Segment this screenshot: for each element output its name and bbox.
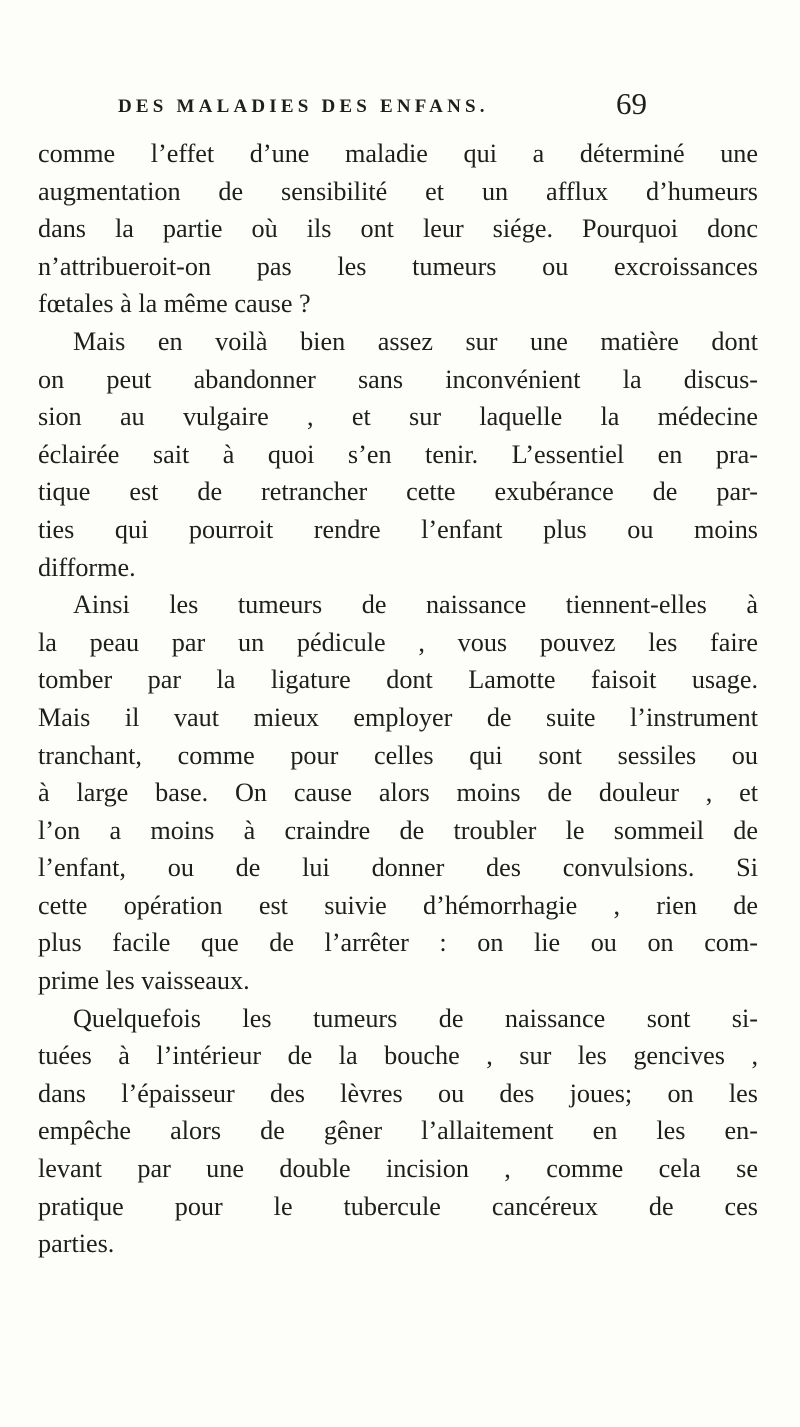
text-line: n’attribueroit-on pas les tumeurs ou excroissances [38, 251, 758, 281]
text-line: on peut abandonner sans inconvénient la discus- [38, 364, 758, 394]
text-line: tuées à l’intérieur de la bouche , sur les gencives , [38, 1041, 758, 1071]
page-header [0, 86, 800, 134]
text-line: augmentation de sensibilité et un afflux d’humeurs [38, 176, 758, 206]
text-line: fœtales à la même cause ? [38, 289, 311, 319]
text-line: tomber par la ligature dont Lamotte faisoit usage. [38, 665, 758, 695]
text-line: l’on a moins à craindre de troubler le sommeil de [38, 815, 758, 845]
text-line: pratique pour le tubercule cancéreux de ces [38, 1191, 758, 1221]
text-line: Quelquefois les tumeurs de naissance sont si- [73, 1003, 758, 1033]
text-line: tranchant, comme pour celles qui sont sessiles ou [38, 740, 758, 770]
text-line: dans l’épaisseur des lèvres ou des joues; on les [38, 1078, 758, 1108]
text-line: cette opération est suivie d’hémorrhagie , rien de [38, 890, 758, 920]
text-line: tique est de retrancher cette exubérance de par- [38, 477, 758, 507]
text-line: comme l’effet d’une maladie qui a déterminé une [38, 139, 758, 168]
text-line: Mais en voilà bien assez sur une matière dont [73, 326, 758, 356]
text-line: éclairée sait à quoi s’en tenir. L’essentiel en pra- [38, 439, 758, 469]
text-line: ties qui pourroit rendre l’enfant plus ou moins [38, 514, 758, 544]
text-line: la peau par un pédicule , vous pouvez les faire [38, 627, 758, 657]
text-line: levant par une double incision , comme cela se [38, 1154, 758, 1184]
running-head: DES MALADIES DES ENFANS. [118, 96, 489, 117]
text-line: Mais il vaut mieux employer de suite l’instrument [38, 702, 758, 732]
text-line: parties. [38, 1229, 115, 1259]
body-text [38, 135, 758, 1263]
text-line: empêche alors de gêner l’allaitement en les en- [38, 1116, 758, 1146]
text-line: plus facile que de l’arrêter : on lie ou on com- [38, 928, 758, 958]
text-line: Ainsi les tumeurs de naissance tiennent-elles à [73, 590, 758, 620]
text-line: à large base. On cause alors moins de douleur , et [38, 778, 758, 808]
text-line: difforme. [38, 552, 136, 582]
text-line: l’enfant, ou de lui donner des convulsions. Si [38, 853, 758, 883]
text-line: prime les vaisseaux. [38, 966, 250, 996]
text-line: sion au vulgaire , et sur laquelle la médecine [38, 402, 758, 432]
page-number: 69 [616, 86, 647, 121]
text-line: dans la partie où ils ont leur siége. Pourquoi donc [38, 214, 758, 244]
